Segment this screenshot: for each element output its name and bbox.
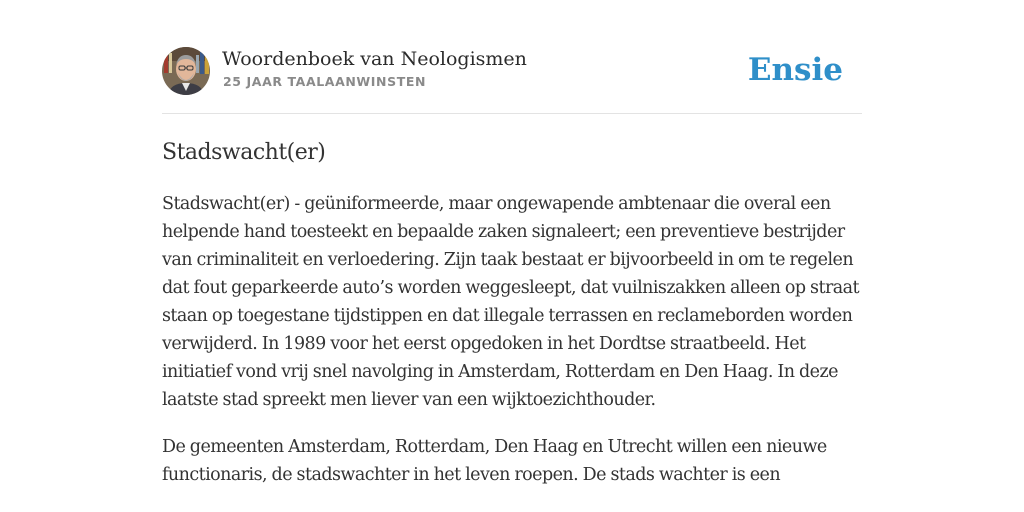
article-paragraph: De gemeenten Amsterdam, Rotterdam, Den Haag en Utrecht willen een nieuwe functionaris, de stadswachter in het leven roepen. De stads wachter is een [162, 437, 827, 485]
publication-name[interactable]: Woordenboek van Neologismen [222, 48, 527, 70]
portrait-icon [162, 47, 210, 95]
publication-tagline: 25 JAAR TAALAANWINSTEN [223, 74, 427, 89]
article-paragraph: Stadswacht(er) - geüniformeerde, maar ongewapende ambtenaar die overal een helpende hand toesteekt en bepaalde zaken signaleert; een preventieve bestrijder van criminaliteit en verloedering. Zijn taak bestaat er bijvoorbeeld in om te regelen dat fout geparkeerde auto’s worden weggesleept, dat vuilniszakken alleen op straat staan op toegestane tijdstippen en dat illegale terrassen en reclameborden worden verwijderd. In 1989 voor het eerst opgedoken in het Dordtse straatbeeld. Het initiatief vond vrij snel navolging in Amsterdam, Rotterdam en Den Haag. In deze laatste stad spreekt men liever van een wijktoezichthouder. [162, 194, 860, 410]
publication-header [162, 47, 862, 95]
header-divider [162, 113, 862, 114]
article-title: Stadswacht(er) [162, 140, 326, 165]
author-avatar[interactable] [162, 47, 210, 95]
ensie-logo[interactable]: Ensie [747, 52, 843, 88]
article [162, 138, 862, 489]
